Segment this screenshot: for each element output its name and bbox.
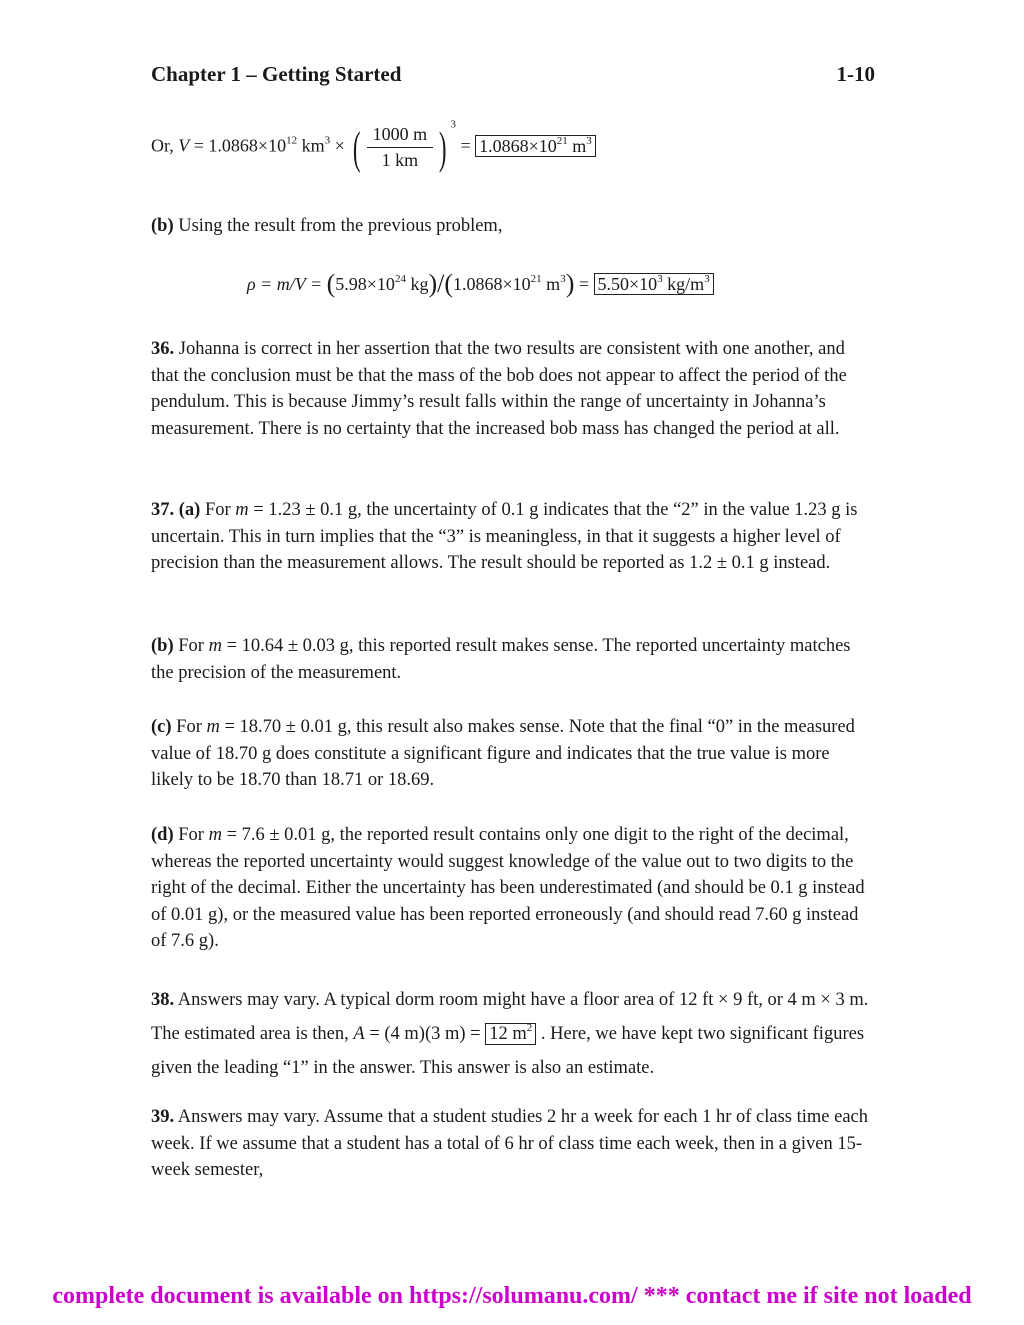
density-equation: $\rho = m/V = (5.98\times 10^{24}$ $kg)/(1.0868\times 10^{21}$ $m^3) = 5.50\times 10^3$ $kg/m^3$ — [247, 274, 714, 295]
answer-39: 39. Answers may vary. Assume that a student studies 2 hr a week for each 1 hr of class time each week. If we assume that a student has a total of 6 hr of class time each week, then in a given 15-week semester, — [151, 1107, 869, 1181]
volume-result-box: $1.0868\times 10^{21}$ $m^3$ — [475, 135, 596, 157]
density-result-box: $5.50\times 10^3$ $kg/m^3$ — [594, 273, 714, 295]
page-number: 1-10 — [836, 62, 875, 86]
answer-37c: (c) For m = 18.70 ± 0.01 g, this result also makes sense. Note that the final “0” in the measured value of 18.70 g does constitute a significant figure and indicates that the true value is more likely to be 18.70 than 18.71 or 18.69. — [151, 717, 855, 791]
answer-37a: 37. (a) For m = 1.23 ± 0.1 g, the uncertainty of 0.1 g indicates that the “2” in the value 1.23 g is uncertain. This in turn implies that the “3” is meaningless, in that it suggests a higher level of precision than the measurement allows. The result should be reported as 1.2 ± 0.1 g instead. — [151, 500, 858, 574]
footer-notice: complete document is available on https://solumanu.com/ *** contact me if site not loaded — [52, 1283, 972, 1309]
answer-37d: (d) For m = 7.6 ± 0.01 g, the reported result contains only one digit to the right of the decimal, whereas the reported uncertainty would suggest knowledge of the value out to two digits to the right of the decimal. Either the uncertainty has been underestimated (and should be 0.1 g instead of 0.01 g), or the measured value has been reported erroneously (and should read 7.60 g instead of 7.6 g). — [151, 825, 865, 952]
page-header — [151, 62, 875, 92]
conversion-fraction: $\frac{1000 m}{1 km}$ — [367, 124, 434, 171]
answer-38: 38. Answers may vary. A typical dorm room might have a floor area of 12 ft × 9 ft, or 4 m × 3 m. The estimated area is then, A = (4 m)(3 m) = 12 $m^2$ . Here, we have kept two significant figures given the leading “1” in the answer. This answer is also an estimate. — [151, 990, 869, 1078]
answer-36: 36. Johanna is correct in her assertion that the two results are consistent with one another, and that the conclusion must be that the mass of the bob does not appear to affect the period of the pendulum. This is because Jimmy’s result falls within the range of uncertainty in Johanna’s measurement. There is no certainty that the increased bob mass has changed the period at all. — [151, 339, 847, 439]
area-result-box: 12 $m^2$ — [485, 1023, 536, 1045]
chapter-title: Chapter 1 – Getting Started — [151, 62, 402, 86]
volume-equation: Or, $V = 1.0868\times 10^{12}$ $km^3$ × ( $\frac{1000 m}{1 km}$ ) $^3 = 1.0868\times 10^{21}$ $m^3$ — [151, 124, 596, 171]
part-b: (b) Using the result from the previous problem, — [151, 216, 503, 236]
answer-37b: (b) For m = 10.64 ± 0.03 g, this reported result makes sense. The reported uncertainty matches the precision of the measurement. — [151, 636, 851, 683]
